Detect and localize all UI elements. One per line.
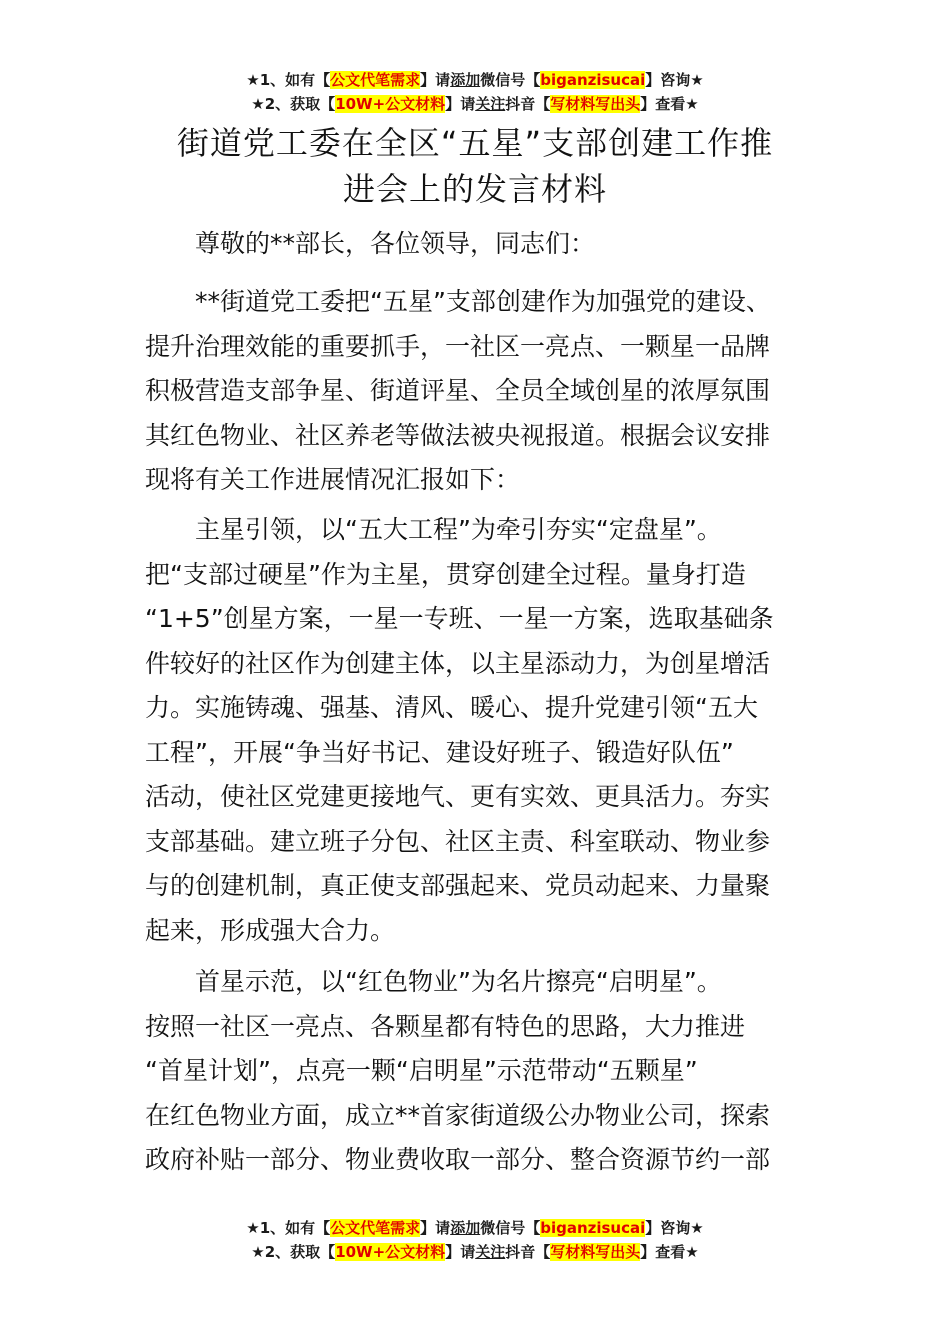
paragraph-line: 现将有关工作进展情况汇报如下：	[145, 465, 521, 494]
ad-line-2	[0, 1240, 950, 1264]
ad-line-1	[0, 68, 950, 92]
ad-text: 微信号【	[480, 71, 541, 89]
paragraph-2	[145, 508, 815, 953]
ad-highlight: 10W+公文材料	[335, 1243, 446, 1261]
ad-text: 】咨询★	[645, 71, 704, 89]
paragraph-line: 提升治理效能的重要抓手，一社区一亮点、一颗星一品牌	[145, 331, 771, 361]
ad-text: ★2、获取【	[251, 95, 336, 113]
ad-text: ★1、如有【	[246, 71, 331, 89]
paragraph-line: “首星计划”，点亮一颗“启明星”示范带动“五颗星”	[145, 1056, 698, 1085]
ad-underlined: 添加	[450, 1219, 481, 1237]
paragraph-1	[145, 280, 815, 503]
ad-highlight: 10W+公文材料	[335, 95, 446, 113]
paragraph-line: “1+5”创星方案，一星一专班、一星一方案，选取基础条	[145, 604, 774, 633]
paragraph-line: 积极营造支部争星、街道评星、全员全域创星的浓厚氛围	[145, 376, 771, 405]
ad-text: 】请	[445, 1243, 476, 1261]
paragraph-line: 起来，形成强大合力。	[145, 915, 396, 945]
paragraph-line: 首星示范，以“红色物业”为名片擦亮“启明星”。	[195, 967, 722, 996]
ad-douyin-id: 写材料写出头	[550, 95, 641, 113]
paragraph-line: 力。实施铸魂、强基、清风、暖心、提升党建引领“五大	[145, 693, 758, 722]
paragraph-line: **街道党工委把“五星”支部创建作为加强党的建设、	[195, 287, 771, 316]
ad-line-1	[0, 1216, 950, 1240]
ad-text: 】请	[445, 95, 476, 113]
page-title	[140, 120, 810, 212]
ad-highlight: 公文代笔需求	[330, 1219, 421, 1237]
paragraph-line: 其红色物业、社区养老等做法被央视报道。根据会议安排	[145, 420, 771, 450]
ad-text: 】查看★	[640, 95, 699, 113]
paragraph-line: 支部基础。建立班子分包、社区主责、科室联动、物业参	[145, 826, 771, 856]
ad-text: ★2、获取【	[251, 1243, 336, 1261]
header-ad-banner	[0, 68, 950, 116]
ad-underlined: 关注	[475, 95, 506, 113]
paragraph-line: 与的创建机制，真正使支部强起来、党员动起来、力量聚	[145, 871, 771, 900]
greeting-line: 尊敬的**部长，各位领导，同志们：	[195, 229, 596, 258]
ad-text: 】查看★	[640, 1243, 699, 1261]
ad-text: ★1、如有【	[246, 1219, 331, 1237]
ad-wechat-id: biganzisucai	[540, 71, 646, 89]
paragraph-line: 在红色物业方面，成立**首家街道级公办物业公司，探索	[145, 1100, 771, 1130]
greeting	[145, 222, 815, 267]
paragraph-line: 把“支部过硬星”作为主星，贯穿创建全过程。量身打造	[145, 559, 746, 589]
ad-text: 】咨询★	[645, 1219, 704, 1237]
footer-ad-banner	[0, 1216, 950, 1264]
ad-text: 】请	[420, 1219, 451, 1237]
ad-douyin-id: 写材料写出头	[550, 1243, 641, 1261]
paragraph-line: 工程”，开展“争当好书记、建设好班子、锻造好队伍”	[145, 737, 734, 767]
paragraph-3	[145, 960, 815, 1183]
ad-text: 抖音【	[505, 1243, 551, 1261]
title-line-2: 进会上的发言材料	[342, 170, 607, 208]
ad-text: 抖音【	[505, 95, 551, 113]
ad-line-2	[0, 92, 950, 116]
title-line-1: 街道党工委在全区“五星”支部创建工作推	[176, 124, 774, 162]
ad-text: 微信号【	[480, 1219, 541, 1237]
ad-underlined: 添加	[450, 71, 481, 89]
paragraph-line: 件较好的社区作为创建主体，以主星添动力，为创星增活	[145, 648, 771, 678]
paragraph-line: 活动，使社区党建更接地气、更有实效、更具活力。夯实	[145, 782, 771, 811]
ad-underlined: 关注	[475, 1243, 506, 1261]
ad-wechat-id: biganzisucai	[540, 1219, 646, 1237]
paragraph-line: 政府补贴一部分、物业费收取一部分、整合资源节约一部	[145, 1145, 771, 1174]
ad-highlight: 公文代笔需求	[330, 71, 421, 89]
ad-text: 】请	[420, 71, 451, 89]
paragraph-line: 按照一社区一亮点、各颗星都有特色的思路，大力推进	[145, 1011, 746, 1041]
paragraph-line: 主星引领，以“五大工程”为牵引夯实“定盘星”。	[195, 515, 722, 544]
